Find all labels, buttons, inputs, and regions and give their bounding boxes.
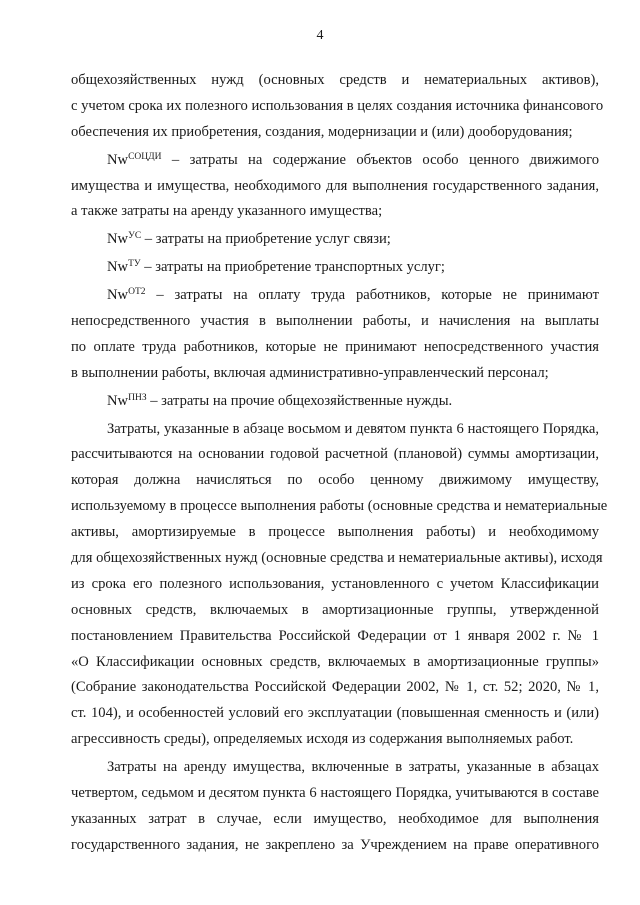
text-line xyxy=(71,148,599,174)
text-line: государственного задания, не закреплено за Учреждением на праве оперативного xyxy=(71,836,599,853)
paragraph-fixed-assets-continuation xyxy=(71,68,604,146)
text-line-content: – затраты на содержание объектов особо ценного движимого xyxy=(161,151,599,168)
text-line: Затраты на аренду имущества, включенные в затраты, указанные в абзацах xyxy=(107,759,599,776)
text-line: рассчитываются на основании годовой расчетной (плановой) суммы амортизации, xyxy=(71,446,599,463)
text-line: постановлением Правительства Российской Федерации от 1 января 2002 г. № 1 xyxy=(71,627,599,644)
text-line: ст. 104), и особенностей условий его эксплуатации (повышенная сменность и (или) xyxy=(71,705,599,722)
formula-superscript: ПНЗ xyxy=(128,392,147,403)
text-line: по оплате труда работников, которые не принимают непосредственного участия xyxy=(71,338,599,355)
paragraph-nw-pnz xyxy=(71,389,599,415)
text-line: непосредственного участия в выполнении работы, и начисления на выплаты xyxy=(71,313,599,330)
text-line-content: – затраты на оплату труда работников, которые не принимают xyxy=(145,287,599,304)
text-line xyxy=(71,227,599,253)
text-line: обеспечения их приобретения, создания, модернизации и (или) дооборудования; xyxy=(71,123,573,140)
text-line: с учетом срока их полезного использования в целях создания источника финансового xyxy=(71,97,604,114)
formula-symbol: Nw xyxy=(107,151,129,168)
paragraph-nw-ot2 xyxy=(71,283,599,387)
text-line: в выполнении работы, включая административно-управленческий персонал; xyxy=(71,364,549,381)
text-line xyxy=(71,389,599,415)
formula-symbol: Nw xyxy=(107,259,129,276)
text-line: основных средств, включаемых в амортизационные группы, утвержденной xyxy=(71,601,599,618)
formula-symbol: Nw xyxy=(107,287,129,304)
text-line: четвертом, седьмом и десятом пункта 6 настоящего Порядка, учитываются в составе xyxy=(71,785,599,802)
formula-superscript: УС xyxy=(128,231,142,242)
text-line: указанных затрат в случае, если имущество, необходимое для выполнения xyxy=(71,810,599,827)
formula-superscript: ТУ xyxy=(128,259,141,270)
formula-symbol: Nw xyxy=(107,231,129,248)
paragraph-nw-socdi xyxy=(71,148,599,226)
text-line: (Собрание законодательства Российской Федерации 2002, № 1, ст. 52; 2020, № 1, xyxy=(71,679,599,696)
text-line: имущества и имущества, необходимого для выполнения государственного задания, xyxy=(71,177,599,194)
text-line: «О Классификации основных средств, включаемых в амортизационные группы» xyxy=(71,653,599,670)
text-line xyxy=(71,255,599,281)
text-line xyxy=(71,283,599,309)
text-line: из срока его полезного использования, установленного с учетом Классификации xyxy=(71,575,599,592)
page-number: 4 xyxy=(316,28,324,43)
paragraph-nw-us xyxy=(71,227,599,253)
paragraph-nw-tu xyxy=(71,255,599,281)
text-line: активы, амортизируемые в процессе выполнения работы) и необходимому xyxy=(71,524,599,541)
text-line: общехозяйственных нужд (основных средств и нематериальных активов), xyxy=(71,72,599,88)
formula-superscript: ОТ2 xyxy=(128,287,146,298)
text-line: которая должна начисляться по особо ценному движимому имуществу, xyxy=(71,472,599,489)
paragraph-rent xyxy=(71,755,599,859)
text-line: агрессивность среды), определяемых исходя из содержания выполняемых работ. xyxy=(71,731,574,748)
text-line: а также затраты на аренду указанного имущества; xyxy=(71,203,383,220)
formula-symbol: Nw xyxy=(107,392,129,409)
text-line-content: – затраты на приобретение транспортных услуг; xyxy=(140,259,445,276)
paragraph-amortization xyxy=(71,417,608,754)
document-body xyxy=(71,68,608,859)
text-line: Затраты, указанные в абзаце восьмом и девятом пункта 6 настоящего Порядка, xyxy=(107,420,599,437)
text-line: для общехозяйственных нужд (основные средства и нематериальные активы), исходя xyxy=(71,550,603,567)
text-line-content: – затраты на прочие общехозяйственные нужды. xyxy=(146,392,453,409)
text-line: используемому в процессе выполнения работы (основные средства и нематериальные xyxy=(71,498,608,515)
text-line-content: – затраты на приобретение услуг связи; xyxy=(141,231,391,248)
formula-superscript: СОЦДИ xyxy=(128,151,162,162)
